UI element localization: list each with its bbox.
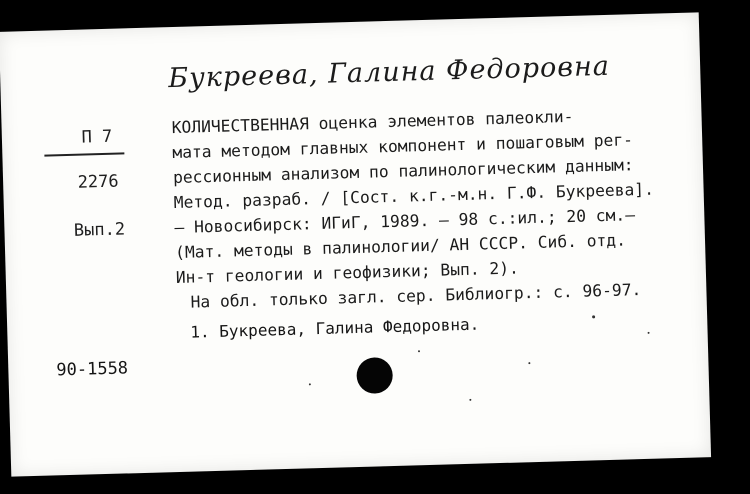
punch-hole — [356, 357, 393, 394]
ink-speck — [469, 399, 471, 401]
issue-number: Вып.2 — [73, 219, 126, 241]
description-note: На обл. только загл. сер. Библиогр.: с. 96-97. — [190, 280, 642, 312]
ink-speck — [648, 332, 650, 334]
description-line: – Новосибирск: ИГиГ, 1989. – 98 с.:ил.; 20 см.– — [174, 205, 636, 238]
inventory-number: 2276 — [77, 171, 119, 193]
description-line: КОЛИЧЕСТВЕННАЯ оценка элементов палеокли- — [171, 106, 574, 138]
accession-code: 90-1558 — [56, 358, 129, 381]
handwritten-author-heading: Букреева, Галина Федоровна — [167, 50, 611, 95]
catalog-card — [0, 12, 711, 476]
description-line: мата методом главных компонент и пошаговым рег- — [172, 130, 634, 163]
bibliographic-description — [171, 101, 686, 315]
description-line: (Мат. методы в палинологии/ АН СССР. Сиб. отд. — [174, 230, 627, 263]
ink-speck — [592, 315, 595, 318]
description-line: Ин-т геологии и геофизики; Вып. 2). — [175, 258, 520, 288]
description-line: Метод. разраб. / [Сост. к.г.-м.н. Г.Ф. Букреева]. — [173, 179, 655, 213]
added-entry: 1. Букреева, Галина Федоровна. — [190, 314, 480, 342]
shelf-mark-divider — [44, 152, 124, 156]
ink-speck — [528, 362, 530, 364]
shelf-mark: П 7 — [81, 126, 113, 148]
description-line: рессионным анализом по палинологическим данным: — [172, 155, 634, 188]
ink-speck — [309, 383, 311, 385]
ink-speck — [418, 350, 420, 352]
